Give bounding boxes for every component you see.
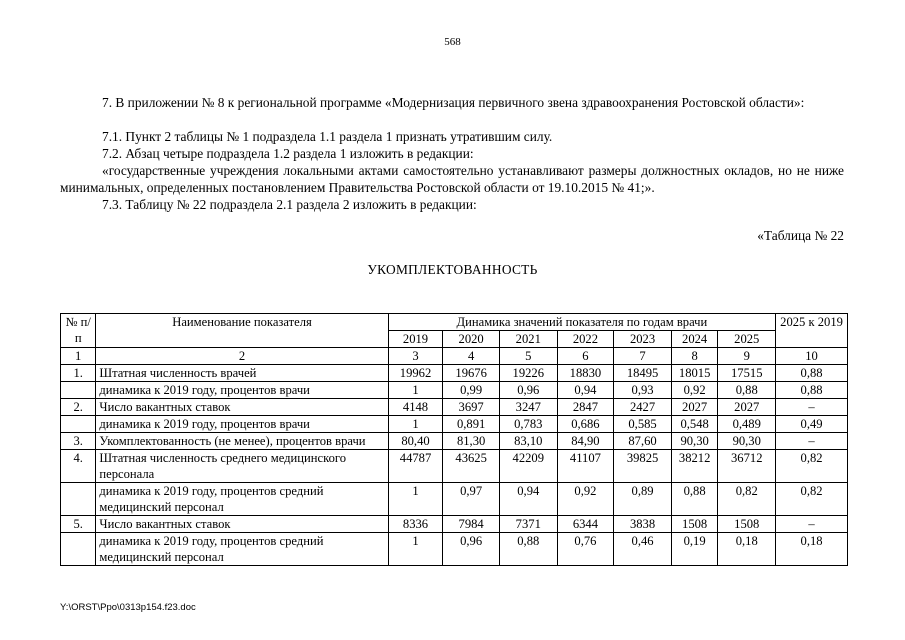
- value-cell-2022: 41107: [557, 450, 614, 483]
- column-number-9: 9: [718, 348, 776, 365]
- table-row: [61, 382, 848, 399]
- value-cell-2022: 18830: [557, 365, 614, 382]
- value-cell-2019: 8336: [388, 516, 443, 533]
- value-cell-2023: 18495: [614, 365, 672, 382]
- row-indicator-name: Штатная численность врачей: [96, 365, 388, 382]
- row-number: 2.: [61, 399, 96, 416]
- value-cell-ratio: 0,49: [776, 416, 848, 433]
- value-cell-2024: 0,88: [671, 483, 718, 516]
- value-cell-2021: 7371: [499, 516, 557, 533]
- table-title: УКОМПЛЕКТОВАННОСТЬ: [367, 262, 538, 277]
- value-cell-2021: 0,783: [499, 416, 557, 433]
- value-cell-2023: 39825: [614, 450, 672, 483]
- value-cell-2025: 0,18: [718, 533, 776, 566]
- value-cell-2020: 0,97: [443, 483, 500, 516]
- value-cell-ratio: 0,18: [776, 533, 848, 566]
- value-cell-2020: 81,30: [443, 433, 500, 450]
- value-cell-2024: 90,30: [671, 433, 718, 450]
- value-cell-2021: 83,10: [499, 433, 557, 450]
- value-cell-2019: 1: [388, 533, 443, 566]
- column-number-7: 7: [614, 348, 672, 365]
- value-cell-2021: 19226: [499, 365, 557, 382]
- value-cell-2023: 0,93: [614, 382, 672, 399]
- value-cell-2023: 0,585: [614, 416, 672, 433]
- value-cell-2025: 17515: [718, 365, 776, 382]
- value-cell-2019: 1: [388, 483, 443, 516]
- value-cell-2023: 0,89: [614, 483, 672, 516]
- table-row: [61, 533, 848, 566]
- paragraph-7-1: 7.1. Пункт 2 таблицы № 1 подраздела 1.1 раздела 1 признать утратившим силу.: [102, 129, 553, 144]
- paragraph-7-2: 7.2. Абзац четыре подраздела 1.2 раздела 1 изложить в редакции:: [102, 146, 474, 161]
- column-number-10: 10: [776, 348, 848, 365]
- row-number: 4.: [61, 450, 96, 483]
- row-indicator-name: динамика к 2019 году, процентов врачи: [96, 416, 388, 433]
- value-cell-2025: 36712: [718, 450, 776, 483]
- table-row: [61, 483, 848, 516]
- header-year-2020: 2020: [443, 331, 500, 348]
- value-cell-2024: 0,19: [671, 533, 718, 566]
- column-number-2: 2: [96, 348, 388, 365]
- value-cell-ratio: –: [776, 433, 848, 450]
- value-cell-2021: 42209: [499, 450, 557, 483]
- value-cell-2022: 84,90: [557, 433, 614, 450]
- paragraph-7-3: 7.3. Таблицу № 22 подраздела 2.1 раздела 2 изложить в редакции:: [102, 197, 477, 212]
- column-number-8: 8: [671, 348, 718, 365]
- value-cell-2022: 0,76: [557, 533, 614, 566]
- row-indicator-name: Укомплектованность (не менее), процентов врачи: [96, 433, 388, 450]
- row-indicator-name: Штатная численность среднего медицинского персонала: [96, 450, 388, 483]
- value-cell-2023: 87,60: [614, 433, 672, 450]
- value-cell-2024: 2027: [671, 399, 718, 416]
- value-cell-ratio: 0,88: [776, 382, 848, 399]
- row-number: [61, 483, 96, 516]
- value-cell-2020: 43625: [443, 450, 500, 483]
- header-year-2022: 2022: [557, 331, 614, 348]
- paragraph-quote: «государственные учреждения локальными актами самостоятельно устанавливают размеры должностных окладов, но не ниже минимальных, определенных постановлением Правительства Ростовской области от 19.10.2015 № 41;».: [60, 163, 844, 195]
- row-indicator-name: динамика к 2019 году, процентов средний медицинский персонал: [96, 483, 388, 516]
- value-cell-2023: 2427: [614, 399, 672, 416]
- value-cell-2019: 80,40: [388, 433, 443, 450]
- value-cell-2024: 0,548: [671, 416, 718, 433]
- staffing-table: [60, 313, 848, 566]
- header-dynamics: Динамика значений показателя по годам врачи: [388, 314, 775, 331]
- row-number: [61, 416, 96, 433]
- value-cell-2020: 3697: [443, 399, 500, 416]
- value-cell-2020: 0,99: [443, 382, 500, 399]
- value-cell-2024: 1508: [671, 516, 718, 533]
- value-cell-2020: 0,891: [443, 416, 500, 433]
- value-cell-2024: 38212: [671, 450, 718, 483]
- value-cell-2019: 4148: [388, 399, 443, 416]
- table-row: [61, 399, 848, 416]
- header-year-2021: 2021: [499, 331, 557, 348]
- value-cell-2024: 0,92: [671, 382, 718, 399]
- value-cell-2022: 0,686: [557, 416, 614, 433]
- value-cell-2019: 1: [388, 382, 443, 399]
- table-row: [61, 365, 848, 382]
- value-cell-2020: 0,96: [443, 533, 500, 566]
- value-cell-ratio: 0,88: [776, 365, 848, 382]
- value-cell-2023: 0,46: [614, 533, 672, 566]
- row-number: [61, 382, 96, 399]
- value-cell-2021: 0,88: [499, 533, 557, 566]
- header-num: № п/п: [61, 314, 96, 348]
- page-number: 568: [444, 36, 461, 48]
- value-cell-2021: 3247: [499, 399, 557, 416]
- table-row: [61, 416, 848, 433]
- value-cell-2025: 2027: [718, 399, 776, 416]
- column-number-6: 6: [557, 348, 614, 365]
- value-cell-2019: 44787: [388, 450, 443, 483]
- table-row: [61, 516, 848, 533]
- header-name: Наименование показателя: [96, 314, 388, 348]
- value-cell-ratio: –: [776, 399, 848, 416]
- header-year-2023: 2023: [614, 331, 672, 348]
- file-path-footer: Y:\ORST\Ppo\0313p154.f23.doc: [60, 602, 196, 613]
- value-cell-2025: 0,88: [718, 382, 776, 399]
- row-indicator-name: динамика к 2019 году, процентов средний медицинский персонал: [96, 533, 388, 566]
- table-header-row: [61, 314, 848, 331]
- row-number: 3.: [61, 433, 96, 450]
- row-number: 5.: [61, 516, 96, 533]
- value-cell-2025: 90,30: [718, 433, 776, 450]
- table-column-numbers-row: [61, 348, 848, 365]
- row-indicator-name: Число вакантных ставок: [96, 399, 388, 416]
- value-cell-2025: 0,82: [718, 483, 776, 516]
- value-cell-2025: 1508: [718, 516, 776, 533]
- table-reference: «Таблица № 22: [757, 228, 844, 243]
- row-number: [61, 533, 96, 566]
- value-cell-2020: 19676: [443, 365, 500, 382]
- value-cell-2025: 0,489: [718, 416, 776, 433]
- table-row: [61, 433, 848, 450]
- value-cell-2022: 2847: [557, 399, 614, 416]
- value-cell-2019: 19962: [388, 365, 443, 382]
- value-cell-2023: 3838: [614, 516, 672, 533]
- header-year-2024: 2024: [671, 331, 718, 348]
- header-year-2025: 2025: [718, 331, 776, 348]
- row-indicator-name: Число вакантных ставок: [96, 516, 388, 533]
- value-cell-2022: 0,92: [557, 483, 614, 516]
- header-ratio: 2025 к 2019: [776, 314, 848, 348]
- column-number-3: 3: [388, 348, 443, 365]
- table-row: [61, 450, 848, 483]
- value-cell-2022: 6344: [557, 516, 614, 533]
- value-cell-2022: 0,94: [557, 382, 614, 399]
- paragraph-7: 7. В приложении № 8 к региональной программе «Модернизация первичного звена здравоохранения Ростовской области»:: [102, 95, 805, 110]
- column-number-5: 5: [499, 348, 557, 365]
- value-cell-ratio: 0,82: [776, 450, 848, 483]
- value-cell-2024: 18015: [671, 365, 718, 382]
- column-number-1: 1: [61, 348, 96, 365]
- value-cell-2021: 0,96: [499, 382, 557, 399]
- value-cell-ratio: 0,82: [776, 483, 848, 516]
- header-year-2019: 2019: [388, 331, 443, 348]
- value-cell-2020: 7984: [443, 516, 500, 533]
- value-cell-2021: 0,94: [499, 483, 557, 516]
- value-cell-2019: 1: [388, 416, 443, 433]
- row-indicator-name: динамика к 2019 году, процентов врачи: [96, 382, 388, 399]
- column-number-4: 4: [443, 348, 500, 365]
- value-cell-ratio: –: [776, 516, 848, 533]
- row-number: 1.: [61, 365, 96, 382]
